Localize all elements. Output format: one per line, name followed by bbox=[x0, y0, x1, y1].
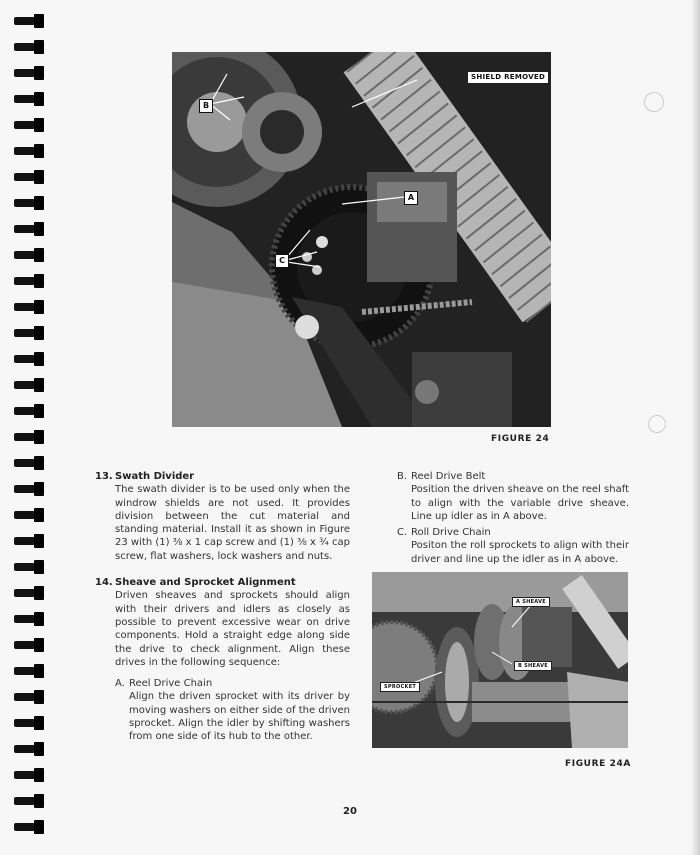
section-13-number: 13. bbox=[95, 471, 113, 482]
binding-ring bbox=[14, 612, 48, 626]
item-a-title: Reel Drive Chain bbox=[129, 678, 213, 690]
binding-ring bbox=[14, 742, 48, 756]
binding-ring bbox=[14, 300, 48, 314]
callout-label-a: A bbox=[404, 191, 418, 205]
item-b bbox=[397, 470, 629, 523]
binding-ring bbox=[14, 274, 48, 288]
left-column bbox=[95, 470, 350, 744]
item-b-body: Position the driven sheave on the reel shaft to align with the variable drive sheave. Line up idler as in A above. bbox=[411, 484, 629, 522]
binding-ring bbox=[14, 92, 48, 106]
callout-b-sheave: B SHEAVE bbox=[514, 661, 552, 671]
item-a bbox=[95, 677, 350, 743]
item-b-heading bbox=[397, 470, 629, 483]
binding-ring bbox=[14, 14, 48, 28]
figure-24a-photo bbox=[372, 572, 628, 748]
binding-ring bbox=[14, 326, 48, 340]
callout-label-b: B bbox=[199, 99, 213, 113]
binding-ring bbox=[14, 378, 48, 392]
binding-ring bbox=[14, 768, 48, 782]
item-a-body: Align the driven sprocket with its driver by moving washers on either side of the driven sprocket. Align the idler by shifting washers from one side of its hub to the other. bbox=[129, 691, 350, 743]
section-13-title: Swath Divider bbox=[115, 471, 195, 482]
section-13-heading bbox=[95, 470, 350, 483]
binding-ring bbox=[14, 222, 48, 236]
binding-ring bbox=[14, 248, 48, 262]
callout-a-sheave: A SHEAVE bbox=[512, 597, 550, 607]
callout-label-c: C bbox=[275, 254, 289, 268]
binding-ring bbox=[14, 716, 48, 730]
section-14-number: 14. bbox=[95, 577, 113, 589]
binding-ring bbox=[14, 118, 48, 132]
item-c bbox=[397, 526, 629, 566]
binding-ring bbox=[14, 430, 48, 444]
item-a-label: A. bbox=[115, 678, 125, 690]
figure-24-caption: FIGURE 24 bbox=[491, 434, 550, 444]
figure-24a-caption: FIGURE 24A bbox=[565, 759, 631, 769]
binding-ring bbox=[14, 456, 48, 470]
item-c-body: Positon the roll sprockets to align with their driver and line up the idler as in A above. bbox=[411, 540, 629, 565]
figure-24-illustration bbox=[172, 52, 551, 427]
item-c-heading bbox=[397, 526, 629, 539]
section-14-heading bbox=[95, 576, 350, 589]
binding-ring bbox=[14, 534, 48, 548]
paper-speck bbox=[648, 415, 666, 433]
binding-ring bbox=[14, 170, 48, 184]
callout-shield-removed: SHIELD REMOVED bbox=[467, 71, 549, 84]
section-14-title: Sheave and Sprocket Alignment bbox=[115, 577, 296, 589]
binding-ring bbox=[14, 508, 48, 522]
binding-ring bbox=[14, 664, 48, 678]
callout-sprocket: SPROCKET bbox=[380, 682, 420, 692]
binding-ring bbox=[14, 586, 48, 600]
binding-ring bbox=[14, 144, 48, 158]
figure-24a-illustration bbox=[372, 572, 628, 748]
binding-ring bbox=[14, 196, 48, 210]
item-a-heading bbox=[115, 677, 350, 690]
item-b-label: B. bbox=[397, 471, 408, 482]
figure-24-photo bbox=[172, 52, 551, 427]
right-column bbox=[397, 470, 629, 566]
binding-ring bbox=[14, 820, 48, 834]
item-c-title: Roll Drive Chain bbox=[411, 527, 491, 539]
binding-ring bbox=[14, 690, 48, 704]
binding-ring bbox=[14, 560, 48, 574]
binding-ring bbox=[14, 482, 48, 496]
binding-ring bbox=[14, 638, 48, 652]
page-edge-shadow bbox=[692, 0, 700, 855]
page-number: 20 bbox=[343, 806, 357, 817]
binding-ring bbox=[14, 66, 48, 80]
binding-ring bbox=[14, 404, 48, 418]
spiral-binding bbox=[14, 0, 48, 855]
item-c-label: C. bbox=[397, 527, 408, 539]
paper-speck bbox=[644, 92, 664, 112]
binding-ring bbox=[14, 40, 48, 54]
item-b-title: Reel Drive Belt bbox=[411, 471, 486, 482]
section-14-body: Driven sheaves and sprockets should align with their drivers and idlers as closely as possible to prevent excessive wear on drive components. Hold a straight edge along side the drive to check alignment. Align these drives in the following sequence: bbox=[115, 590, 350, 668]
section-13-body: The swath divider is to be used only when the windrow shields are not used. It provides division between the cut material and standing material. Install it as shown in Figure 23 with (1) ⅜ x 1 cap screw and (1) ⅜ x ¾ cap screw, flat washers, lock washers and nuts. bbox=[115, 484, 350, 562]
binding-ring bbox=[14, 352, 48, 366]
